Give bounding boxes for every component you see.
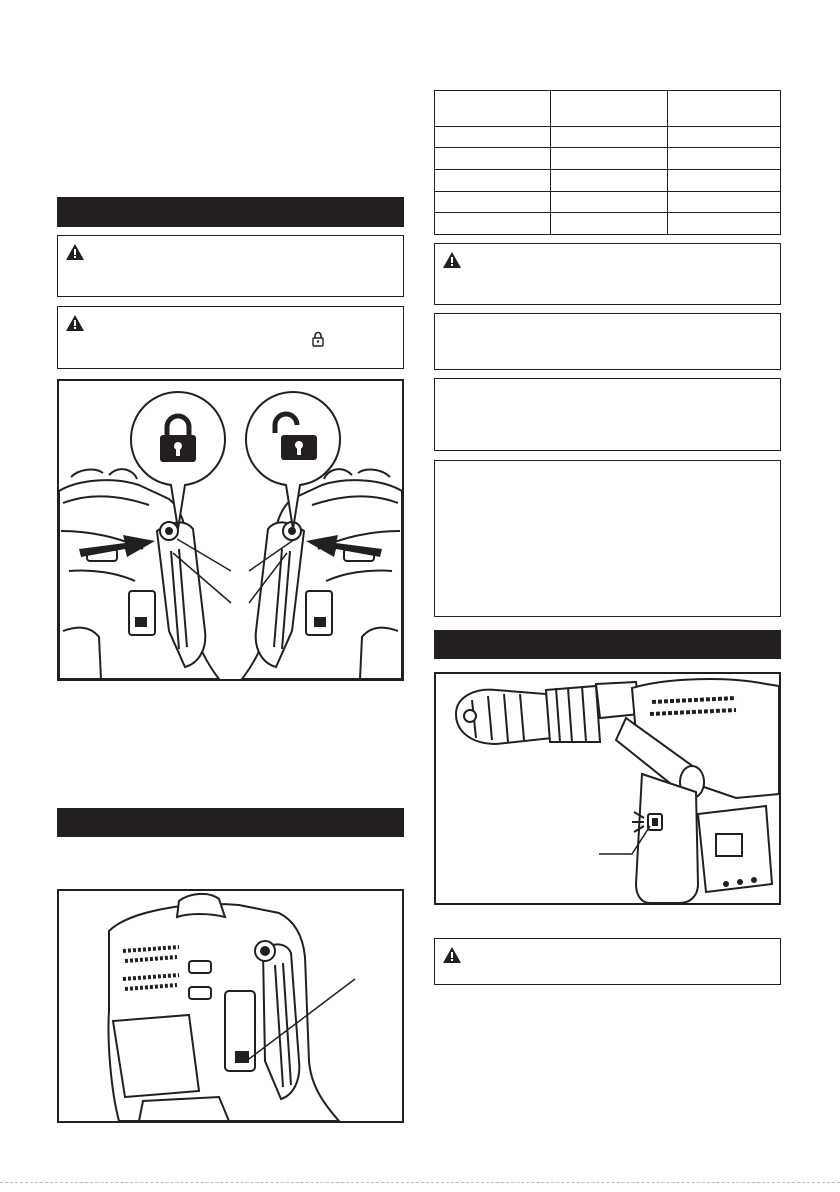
note-box (434, 460, 781, 617)
section-header-bar (57, 808, 404, 837)
warning-box (434, 938, 781, 985)
note-box (434, 313, 781, 370)
locked-padlock-icon (158, 413, 198, 463)
switch-lever-figure (57, 889, 404, 1123)
spec-table (434, 90, 781, 235)
page-bottom-rule (0, 1182, 840, 1183)
section-header-bar (434, 630, 781, 659)
warning-triangle-icon (443, 252, 461, 268)
warning-triangle-icon (66, 244, 84, 260)
section-header-bar (57, 197, 404, 227)
warning-triangle-icon (443, 947, 461, 963)
warning-box (434, 243, 781, 305)
lock-unlock-figure (57, 379, 404, 681)
padlock-icon (312, 331, 324, 347)
warning-box (57, 235, 404, 297)
warning-box (57, 306, 404, 369)
drill-indicator-figure (434, 672, 781, 905)
unlocked-padlock-icon (269, 411, 319, 461)
warning-triangle-icon (66, 315, 84, 331)
note-box (434, 378, 781, 451)
